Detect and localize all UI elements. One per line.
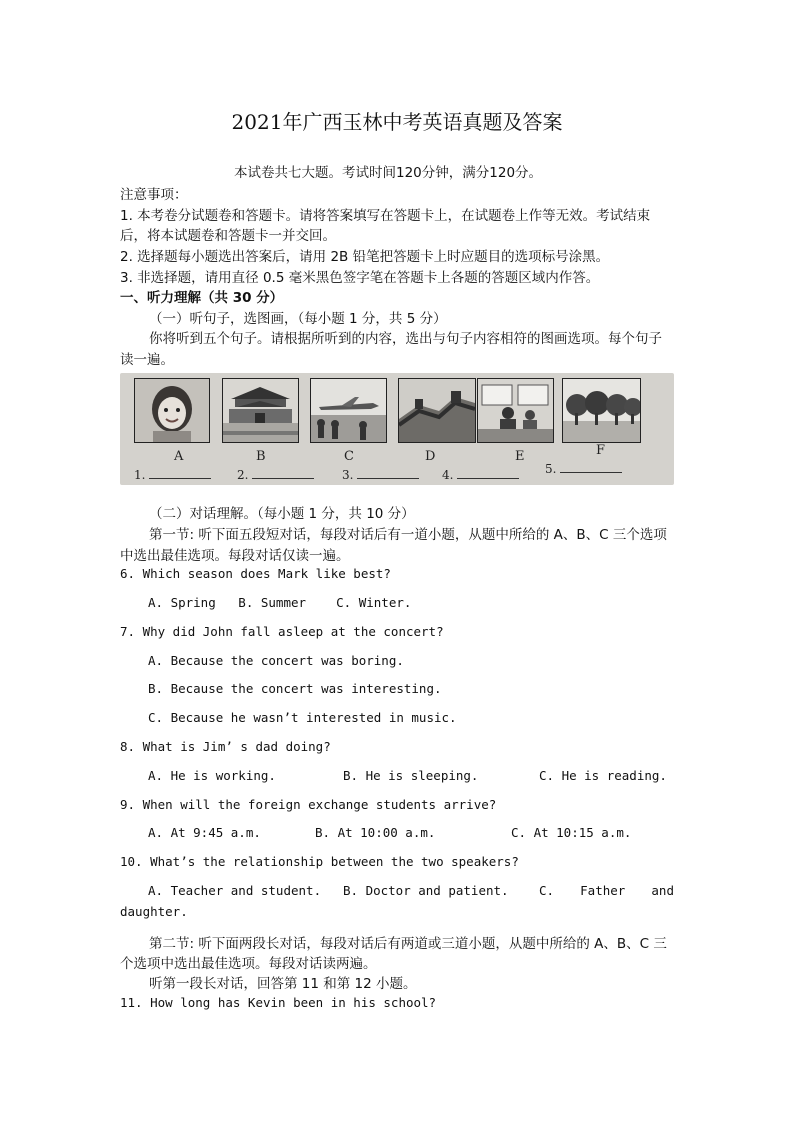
answer-blank-5[interactable]: 5. [545,462,622,476]
question-10-option-a: A. Teacher and student. [148,883,322,898]
section2-instruction: 第二节: 听下面两段长对话，每段对话后有两道或三道小题，从题中所给的 A、B、C 三 [149,936,667,952]
answer-blank-1[interactable]: 1. [134,468,211,482]
great-wall-photo [398,378,476,443]
question-9: 9. When will the foreign exchange students arrive? [120,797,497,812]
picture-strip [120,373,674,485]
question-8: 8. What is Jim’ s dad doing? [120,739,331,754]
answer-blank-3[interactable]: 3. [342,468,419,482]
part1-instruction-cont: 读一遍。 [120,352,174,368]
question-8-option-a: A. He is working. [148,768,276,783]
part2-heading: （二）对话理解。（每小题 1 分，共 10 分） [149,506,415,522]
notes-heading: 注意事项： [120,187,188,203]
classroom-photo [477,378,554,443]
question-10-option-c: C. Father and [539,883,674,898]
section1-instruction: 第一节: 听下面五段短对话，每段对话后有一道小题，从题中所给的 A、B、C 三个选项 [149,527,667,543]
question-7-option-a: A. Because the concert was boring. [148,653,404,668]
picture-label-a: A [174,449,184,464]
question-9-option-b: B. At 10:00 a.m. [315,825,436,840]
question-6: 6. Which season does Mark like best? [120,566,391,581]
note-item-1: 1. 本考卷分试题卷和答题卡。请将答案填写在答题卡上，在试题卷上作等无效。考试结束 [120,208,651,224]
answer-blank-4[interactable]: 4. [442,468,519,482]
question-10: 10. What’s the relationship between the two speakers? [120,854,519,869]
section1-instruction-cont: 中选出最佳选项。每段对话仅读一遍。 [120,548,350,564]
question-7-option-c: C. Because he wasn’t interested in music. [148,710,457,725]
note-item-1-cont: 后，将本试题卷和答题卡一并交回。 [120,228,336,244]
tiananmen-photo [222,378,299,443]
question-7: 7. Why did John fall asleep at the concert? [120,624,444,639]
question-9-option-a: A. At 9:45 a.m. [148,825,261,840]
question-7-option-b: B. Because the concert was interesting. [148,681,442,696]
note-item-2: 2. 选择题每小题选出答案后，请用 2B 铅笔把答题卡上时应题目的选项标号涂黑。 [120,249,610,265]
question-11: 11. How long has Kevin been in his school? [120,995,437,1010]
question-10-option-c-cont: daughter. [120,904,188,919]
picture-label-d: D [425,449,436,464]
question-6-options: A. Spring B. Summer C. Winter. [148,595,412,610]
part1-heading: （一）听句子，选图画，（每小题 1 分，共 5 分） [149,311,447,327]
section-heading-listening: 一、听力理解（共 30 分） [120,290,284,306]
airport-plane-photo [310,378,387,443]
question-8-option-c: C. He is reading. [539,768,667,783]
girl-portrait-photo [134,378,210,443]
section2-sub-instruction: 听第一段长对话，回答第 11 和第 12 小题。 [149,976,417,992]
picture-label-b: B [256,449,266,464]
picture-label-f: F [596,443,606,458]
part1-instruction: 你将听到五个句子。请根据所听到的内容，选出与句子内容相符的图画选项。每个句子 [149,331,662,347]
question-10-option-b: B. Doctor and patient. [343,883,509,898]
answer-blank-2[interactable]: 2. [237,468,314,482]
picture-label-e: E [515,449,525,464]
exam-intro: 本试卷共七大题。考试时间120分钟，满分120分。 [234,165,543,181]
page-title: 2021年广西玉林中考英语真题及答案 [231,110,563,134]
picture-label-c: C [344,449,354,464]
question-8-option-b: B. He is sleeping. [343,768,479,783]
trees-photo [562,378,641,443]
section2-instruction-cont: 个选项中选出最佳选项。每段对话读两遍。 [120,956,377,972]
note-item-3: 3. 非选择题，请用直径 0.5 毫米黑色签字笔在答题卡上各题的答题区域内作答。 [120,270,600,286]
question-9-option-c: C. At 10:15 a.m. [511,825,632,840]
